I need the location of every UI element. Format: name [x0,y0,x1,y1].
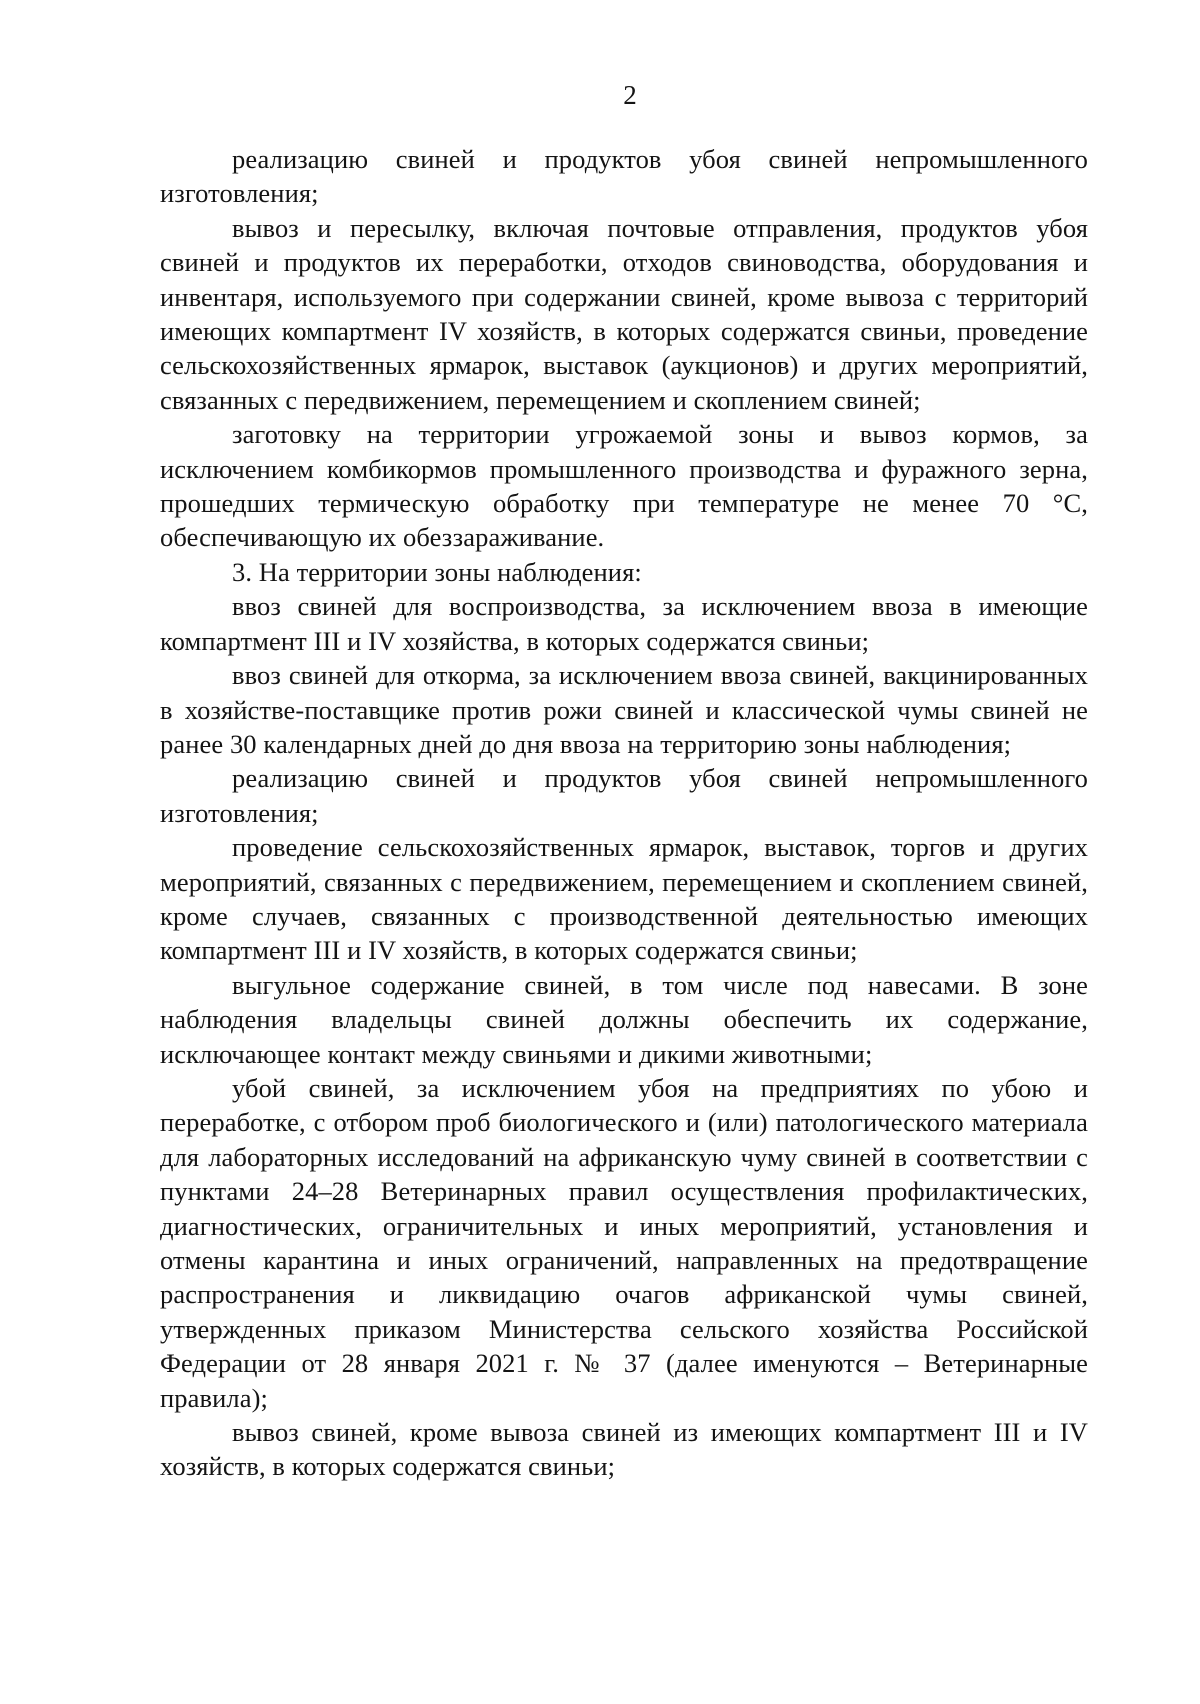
paragraph: заготовку на территории угрожаемой зоны и вывоз кормов, за исключением комбикормов промышленного производства и фуражного зерна, прошедших термическую обработку при температуре не менее 70 °С, обеспечивающую их обеззараживание. [160,419,1088,553]
section-heading: 3. На территории зоны наблюдения: [232,556,642,587]
document-body [160,142,1088,1484]
paragraph: вывоз и пересылку, включая почтовые отправления, продуктов убоя свиней и продуктов их переработки, отходов свиноводства, оборудования и инвентаря, используемого при содержании свиней, кроме вывоза с территорий имеющих компартмент IV хозяйств, в которых содержатся свиньи, проведение сельскохозяйственных ярмарок, выставок (аукционов) и других мероприятий, связанных с передвижением, перемещением и скоплением свиней; [160,212,1088,415]
paragraph: убой свиней, за исключением убоя на предприятиях по убою и переработке, с отбором проб биологического и (или) патологического материала для лабораторных исследований на африканскую чуму свиней в соответствии с пунктами 24–28 Ветеринарных правил осуществления профилактических, диагностических, ограничительных и иных мероприятий, установления и отмены карантина и иных ограничений, направленных на предотвращение распространения и ликвидацию очагов африканской чумы свиней, утвержденных приказом Министерства сельского хозяйства Российской Федерации от 28 января 2021 г. № 37 (далее именуются – Ветеринарные правила); [160,1072,1088,1413]
paragraph: реализацию свиней и продуктов убоя свиней непромышленного изготовления; [160,763,1088,828]
paragraph: ввоз свиней для воспроизводства, за исключением ввоза в имеющие компартмент III и IV хозяйства, в которых содержатся свиньи; [160,591,1088,656]
paragraph: ввоз свиней для откорма, за исключением ввоза свиней, вакцинированных в хозяйстве-поставщике против рожи свиней и классической чумы свиней не ранее 30 календарных дней до дня ввоза на территорию зоны наблюдения; [160,660,1088,759]
paragraph: реализацию свиней и продуктов убоя свиней непромышленного изготовления; [160,144,1088,209]
paragraph: проведение сельскохозяйственных ярмарок, выставок, торгов и других мероприятий, связанных с передвижением, перемещением и скоплением свиней, кроме случаев, связанных с производственной деятельностью имеющих компартмент III и IV хозяйств, в которых содержатся свиньи; [160,832,1088,966]
page-number: 2 [623,80,637,110]
paragraph: вывоз свиней, кроме вывоза свиней из имеющих компартмент III и IV хозяйств, в которых содержатся свиньи; [160,1417,1088,1482]
paragraph: выгульное содержание свиней, в том числе под навесами. В зоне наблюдения владельцы свиней должны обеспечить их содержание, исключающее контакт между свиньями и дикими животными; [160,969,1088,1069]
